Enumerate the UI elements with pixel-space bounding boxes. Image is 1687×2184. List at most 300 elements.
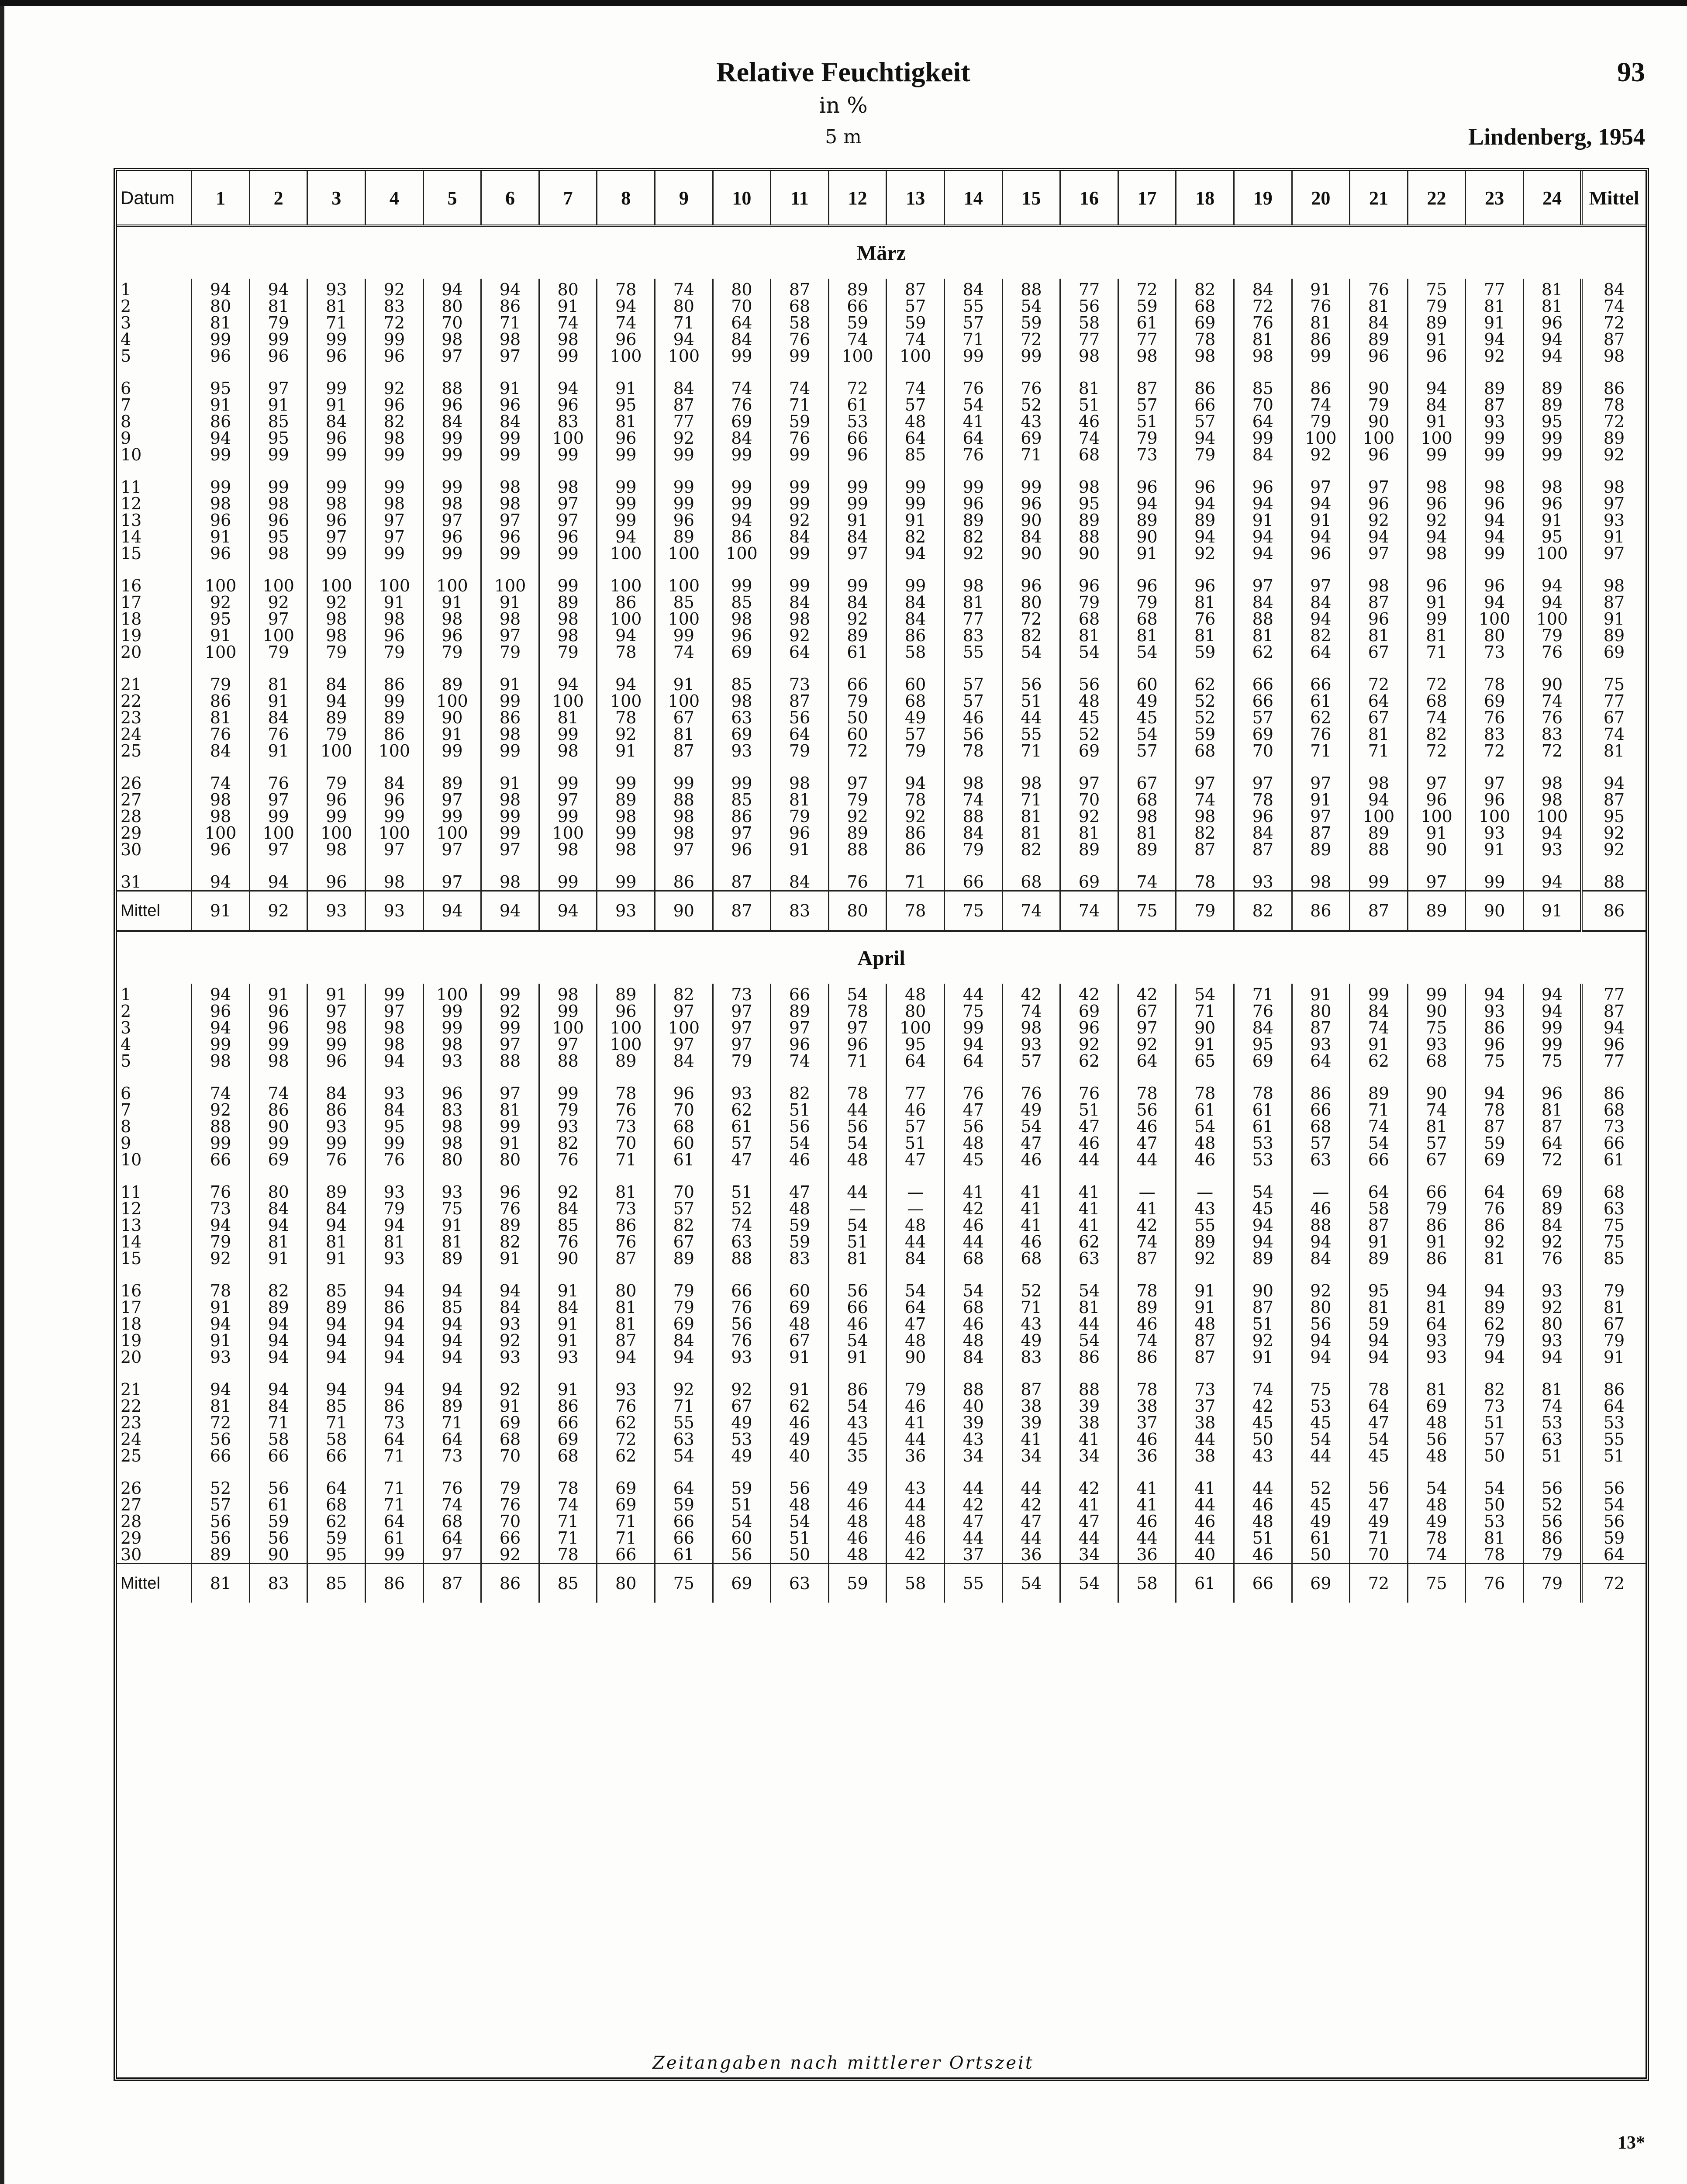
value-cell: 59 bbox=[1350, 1316, 1408, 1332]
value-cell: 76 bbox=[539, 1234, 597, 1250]
value-cell: 91 bbox=[655, 676, 713, 693]
value-cell: 72 bbox=[1408, 743, 1466, 759]
value-cell: 91 bbox=[423, 1217, 481, 1234]
spacer-cell bbox=[539, 759, 597, 775]
value-cell: 89 bbox=[307, 709, 366, 726]
value-cell: 46 bbox=[944, 1217, 1002, 1234]
value-cell: 91 bbox=[481, 1398, 539, 1414]
value-cell: 91 bbox=[1292, 984, 1350, 1003]
value-cell: 97 bbox=[249, 791, 307, 808]
spacer-cell bbox=[597, 858, 655, 874]
value-cell: 99 bbox=[1408, 984, 1466, 1003]
value-cell: 93 bbox=[366, 1085, 424, 1102]
value-cell: 99 bbox=[192, 1135, 250, 1151]
value-cell: 67 bbox=[713, 1398, 771, 1414]
value-cell: 66 bbox=[771, 984, 829, 1003]
table-row bbox=[117, 611, 1646, 627]
value-cell: 45 bbox=[1292, 1496, 1350, 1513]
value-cell: 94 bbox=[1234, 1217, 1292, 1234]
value-cell: 59 bbox=[1176, 726, 1234, 743]
value-cell: 81 bbox=[249, 1234, 307, 1250]
value-cell: 71 bbox=[1234, 984, 1292, 1003]
value-cell: 63 bbox=[1292, 1151, 1350, 1168]
value-cell: 78 bbox=[1234, 1085, 1292, 1102]
value-cell: 54 bbox=[655, 1448, 713, 1464]
value-cell: 48 bbox=[1408, 1496, 1466, 1513]
value-cell: 100 bbox=[192, 825, 250, 841]
spacer-cell bbox=[1176, 1464, 1234, 1480]
value-cell: 56 bbox=[944, 726, 1002, 743]
mean-cell: 78 bbox=[887, 891, 945, 931]
value-cell: 98 bbox=[1002, 1019, 1060, 1036]
value-cell: 94 bbox=[1523, 984, 1581, 1003]
value-cell: 94 bbox=[655, 1349, 713, 1365]
value-cell: 76 bbox=[1292, 726, 1350, 743]
value-cell: 97 bbox=[307, 529, 366, 545]
value-cell: 93 bbox=[539, 1118, 597, 1135]
value-cell: 73 bbox=[597, 1200, 655, 1217]
value-cell: 81 bbox=[597, 413, 655, 430]
value-cell: 94 bbox=[423, 1332, 481, 1349]
value-cell: 36 bbox=[1118, 1448, 1176, 1464]
value-cell: 43 bbox=[887, 1480, 945, 1496]
spacer-cell bbox=[1002, 1365, 1060, 1381]
value-cell: 80 bbox=[192, 298, 250, 314]
spacer-cell bbox=[117, 759, 192, 775]
value-cell: 92 bbox=[887, 808, 945, 825]
value-cell: 92 bbox=[771, 512, 829, 529]
spacer-cell bbox=[1292, 1267, 1350, 1282]
daily-mean-cell: 85 bbox=[1581, 1250, 1646, 1267]
value-cell: 66 bbox=[1350, 1151, 1408, 1168]
value-cell: 44 bbox=[1060, 1530, 1118, 1546]
spacer-cell bbox=[1060, 364, 1118, 380]
value-cell: 54 bbox=[1118, 726, 1176, 743]
spacer-cell bbox=[1234, 562, 1292, 577]
value-cell: 39 bbox=[1060, 1398, 1118, 1414]
value-cell: 96 bbox=[249, 512, 307, 529]
value-cell: 76 bbox=[423, 1480, 481, 1496]
spacer-cell bbox=[366, 1168, 424, 1184]
spacer-cell bbox=[481, 1267, 539, 1282]
value-cell: 57 bbox=[887, 397, 945, 413]
spacer-cell bbox=[192, 463, 250, 479]
value-cell: 92 bbox=[481, 1003, 539, 1019]
mean-cell: 94 bbox=[423, 891, 481, 931]
value-cell: 86 bbox=[539, 1398, 597, 1414]
spacer-cell bbox=[1466, 562, 1524, 577]
value-cell: 89 bbox=[1466, 1299, 1524, 1316]
value-cell: 90 bbox=[423, 709, 481, 726]
spacer-cell bbox=[481, 1464, 539, 1480]
value-cell: 79 bbox=[1523, 1546, 1581, 1564]
value-cell: 96 bbox=[307, 430, 366, 446]
value-cell: 87 bbox=[1350, 1217, 1408, 1234]
day-cell: 8 bbox=[121, 413, 131, 430]
value-cell: 88 bbox=[1060, 529, 1118, 545]
value-cell: 74 bbox=[192, 775, 250, 791]
value-cell: 55 bbox=[944, 644, 1002, 660]
table-row bbox=[117, 279, 1646, 298]
value-cell: 64 bbox=[713, 314, 771, 331]
daily-mean-cell: 72 bbox=[1581, 413, 1646, 430]
value-cell: 99 bbox=[655, 479, 713, 495]
value-cell: 93 bbox=[481, 1349, 539, 1365]
value-cell: 68 bbox=[1408, 693, 1466, 709]
value-cell: 50 bbox=[1234, 1431, 1292, 1448]
value-cell: 89 bbox=[192, 1546, 250, 1564]
value-cell: 95 bbox=[307, 1546, 366, 1564]
value-cell: 86 bbox=[887, 825, 945, 841]
value-cell: 98 bbox=[192, 1053, 250, 1069]
daily-mean-cell: 72 bbox=[1581, 314, 1646, 331]
value-cell: 99 bbox=[249, 331, 307, 348]
value-cell: 100 bbox=[1292, 430, 1350, 446]
value-cell: 89 bbox=[597, 984, 655, 1003]
table-row bbox=[117, 1299, 1646, 1316]
value-cell: 94 bbox=[366, 1349, 424, 1365]
spacer-cell bbox=[655, 1168, 713, 1184]
value-cell: 99 bbox=[1523, 1019, 1581, 1036]
value-cell: 81 bbox=[1176, 627, 1234, 644]
value-cell: 67 bbox=[1118, 1003, 1176, 1019]
spacer-cell bbox=[1350, 1267, 1408, 1282]
spacer-cell bbox=[249, 1267, 307, 1282]
table-row bbox=[117, 709, 1646, 726]
value-cell: 91 bbox=[1176, 1036, 1234, 1053]
value-cell: 45 bbox=[1350, 1448, 1408, 1464]
value-cell: 48 bbox=[1176, 1135, 1234, 1151]
spacer-cell bbox=[1581, 660, 1646, 676]
value-cell: 92 bbox=[1292, 446, 1350, 463]
value-cell: 78 bbox=[828, 1085, 887, 1102]
spacer-cell bbox=[117, 858, 192, 874]
value-cell: 57 bbox=[192, 1496, 250, 1513]
spacer-cell bbox=[944, 858, 1002, 874]
day-cell: 6 bbox=[121, 380, 131, 397]
value-cell: 81 bbox=[1523, 279, 1581, 298]
value-cell: 54 bbox=[828, 1135, 887, 1151]
value-cell: 82 bbox=[655, 1217, 713, 1234]
value-cell: 70 bbox=[423, 314, 481, 331]
value-cell: 93 bbox=[1523, 1332, 1581, 1349]
value-cell: 96 bbox=[539, 397, 597, 413]
value-cell: 60 bbox=[771, 1282, 829, 1299]
spacer-cell bbox=[481, 858, 539, 874]
value-cell: 74 bbox=[828, 331, 887, 348]
value-cell: 99 bbox=[366, 331, 424, 348]
value-cell: 99 bbox=[539, 1085, 597, 1102]
value-cell: 62 bbox=[713, 1102, 771, 1118]
spacer-cell bbox=[828, 364, 887, 380]
value-cell: 97 bbox=[713, 825, 771, 841]
value-cell: 96 bbox=[249, 348, 307, 364]
value-cell: 80 bbox=[1292, 1003, 1350, 1019]
value-cell: 84 bbox=[539, 1299, 597, 1316]
spacer-cell bbox=[944, 562, 1002, 577]
value-cell: 41 bbox=[887, 1414, 945, 1431]
value-cell: 56 bbox=[1350, 1480, 1408, 1496]
value-cell: 96 bbox=[423, 627, 481, 644]
spacer-cell bbox=[887, 1267, 945, 1282]
value-cell: 97 bbox=[366, 529, 424, 545]
value-cell: 96 bbox=[713, 841, 771, 858]
column-header-hour: 18 bbox=[1176, 171, 1234, 226]
value-cell: 100 bbox=[423, 577, 481, 594]
mean-cell: 91 bbox=[1523, 891, 1581, 931]
value-cell: 99 bbox=[771, 446, 829, 463]
group-spacer bbox=[117, 858, 1646, 874]
value-cell: 61 bbox=[366, 1530, 424, 1546]
spacer-cell bbox=[1060, 759, 1118, 775]
daily-mean-cell: 89 bbox=[1581, 430, 1646, 446]
value-cell: 49 bbox=[1350, 1513, 1408, 1530]
value-cell: 89 bbox=[828, 627, 887, 644]
value-cell: 59 bbox=[1176, 644, 1234, 660]
value-cell: 94 bbox=[249, 1217, 307, 1234]
value-cell: 79 bbox=[655, 1299, 713, 1316]
spacer-cell bbox=[1350, 463, 1408, 479]
value-cell: 99 bbox=[481, 446, 539, 463]
value-cell: 59 bbox=[307, 1530, 366, 1546]
value-cell: 96 bbox=[249, 1003, 307, 1019]
table-row bbox=[117, 495, 1646, 512]
daily-mean-cell: 54 bbox=[1581, 1496, 1646, 1513]
daily-mean-cell: 84 bbox=[1581, 279, 1646, 298]
table-row bbox=[117, 726, 1646, 743]
value-cell: 49 bbox=[828, 1480, 887, 1496]
value-cell: 90 bbox=[539, 1250, 597, 1267]
value-cell: 54 bbox=[1002, 298, 1060, 314]
value-cell: 93 bbox=[1002, 1036, 1060, 1053]
day-cell: 22 bbox=[121, 1398, 142, 1414]
spacer-cell bbox=[1408, 660, 1466, 676]
spacer-cell bbox=[423, 562, 481, 577]
value-cell: 44 bbox=[887, 1234, 945, 1250]
value-cell: 94 bbox=[307, 1217, 366, 1234]
value-cell: 71 bbox=[1002, 1299, 1060, 1316]
value-cell: 99 bbox=[828, 495, 887, 512]
value-cell: 81 bbox=[192, 709, 250, 726]
value-cell: 89 bbox=[1234, 1250, 1292, 1267]
value-cell: 45 bbox=[1234, 1200, 1292, 1217]
value-cell: 84 bbox=[307, 1200, 366, 1217]
value-cell: 79 bbox=[1118, 430, 1176, 446]
spacer-cell bbox=[1002, 1267, 1060, 1282]
spacer-cell bbox=[1234, 1168, 1292, 1184]
value-cell: 59 bbox=[828, 314, 887, 331]
mean-cell: 83 bbox=[249, 1564, 307, 1603]
value-cell: 72 bbox=[1350, 676, 1408, 693]
value-cell: 83 bbox=[423, 1102, 481, 1118]
value-cell: 74 bbox=[1408, 1102, 1466, 1118]
value-cell: — bbox=[828, 1200, 887, 1217]
day-cell: 12 bbox=[121, 1200, 142, 1217]
value-cell: 57 bbox=[1292, 1135, 1350, 1151]
spacer-cell bbox=[944, 463, 1002, 479]
spacer-cell bbox=[249, 1069, 307, 1085]
value-cell: 58 bbox=[1350, 1200, 1408, 1217]
value-cell: 66 bbox=[713, 1282, 771, 1299]
spacer-cell bbox=[1466, 858, 1524, 874]
value-cell: 98 bbox=[307, 1019, 366, 1036]
value-cell: 100 bbox=[249, 825, 307, 841]
value-cell: 64 bbox=[1350, 1398, 1408, 1414]
value-cell: 51 bbox=[1060, 397, 1118, 413]
value-cell: 86 bbox=[655, 874, 713, 891]
value-cell: 100 bbox=[539, 430, 597, 446]
spacer-cell bbox=[307, 364, 366, 380]
value-cell: 92 bbox=[1118, 1036, 1176, 1053]
value-cell: 100 bbox=[597, 693, 655, 709]
value-cell: 54 bbox=[1292, 1431, 1350, 1448]
spacer-cell bbox=[117, 1168, 192, 1184]
value-cell: 71 bbox=[944, 331, 1002, 348]
value-cell: 84 bbox=[1350, 314, 1408, 331]
day-cell: 7 bbox=[121, 1102, 131, 1118]
value-cell: 62 bbox=[597, 1414, 655, 1431]
table-row bbox=[117, 1398, 1646, 1414]
value-cell: 87 bbox=[1523, 1118, 1581, 1135]
value-cell: 96 bbox=[1176, 479, 1234, 495]
spacer-cell bbox=[944, 1168, 1002, 1184]
value-cell: 71 bbox=[1350, 1530, 1408, 1546]
value-cell: 99 bbox=[192, 446, 250, 463]
value-cell: 97 bbox=[423, 841, 481, 858]
spacer-cell bbox=[1002, 1464, 1060, 1480]
value-cell: 74 bbox=[1176, 791, 1234, 808]
value-cell: 92 bbox=[1350, 512, 1408, 529]
value-cell: 89 bbox=[655, 529, 713, 545]
value-cell: 69 bbox=[771, 1299, 829, 1316]
value-cell: 94 bbox=[249, 1349, 307, 1365]
value-cell: 61 bbox=[1292, 1530, 1350, 1546]
spacer-cell bbox=[307, 660, 366, 676]
daily-mean-cell: 67 bbox=[1581, 1316, 1646, 1332]
value-cell: 79 bbox=[828, 693, 887, 709]
value-cell: 46 bbox=[1234, 1496, 1292, 1513]
spacer-cell bbox=[423, 759, 481, 775]
value-cell: 87 bbox=[1466, 1118, 1524, 1135]
value-cell: 61 bbox=[1176, 1102, 1234, 1118]
value-cell: 76 bbox=[1466, 1200, 1524, 1217]
value-cell: 81 bbox=[1118, 627, 1176, 644]
daily-mean-cell: 79 bbox=[1581, 1282, 1646, 1299]
value-cell: 64 bbox=[1292, 644, 1350, 660]
value-cell: 99 bbox=[249, 1036, 307, 1053]
value-cell: 99 bbox=[944, 479, 1002, 495]
value-cell: 74 bbox=[1002, 1003, 1060, 1019]
spacer-cell bbox=[655, 463, 713, 479]
value-cell: 56 bbox=[713, 1546, 771, 1564]
value-cell: 99 bbox=[771, 479, 829, 495]
value-cell: 87 bbox=[655, 743, 713, 759]
value-cell: 70 bbox=[481, 1513, 539, 1530]
table-row bbox=[117, 1217, 1646, 1234]
value-cell: 96 bbox=[1408, 348, 1466, 364]
column-header-hour: 21 bbox=[1350, 171, 1408, 226]
value-cell: 97 bbox=[481, 512, 539, 529]
value-cell: 98 bbox=[1350, 775, 1408, 791]
value-cell: 68 bbox=[307, 1496, 366, 1513]
value-cell: 92 bbox=[366, 380, 424, 397]
mean-cell: 87 bbox=[1350, 891, 1408, 931]
value-cell: 93 bbox=[1466, 825, 1524, 841]
value-cell: 91 bbox=[771, 841, 829, 858]
spacer-cell bbox=[1466, 463, 1524, 479]
value-cell: 84 bbox=[944, 825, 1002, 841]
value-cell: 64 bbox=[887, 1299, 945, 1316]
value-cell: 82 bbox=[944, 529, 1002, 545]
value-cell: — bbox=[1292, 1184, 1350, 1200]
value-cell: 60 bbox=[713, 1530, 771, 1546]
value-cell: 98 bbox=[539, 331, 597, 348]
spacer-cell bbox=[307, 562, 366, 577]
spacer-cell bbox=[828, 1168, 887, 1184]
value-cell: 99 bbox=[771, 495, 829, 512]
value-cell: 86 bbox=[481, 709, 539, 726]
value-cell: 92 bbox=[481, 1381, 539, 1398]
value-cell: 87 bbox=[1002, 1381, 1060, 1398]
value-cell: 94 bbox=[192, 1217, 250, 1234]
spacer-cell bbox=[1060, 1168, 1118, 1184]
value-cell: 97 bbox=[655, 1036, 713, 1053]
spacer-cell bbox=[771, 562, 829, 577]
spacer-cell bbox=[887, 1069, 945, 1085]
spacer-cell bbox=[1350, 759, 1408, 775]
value-cell: 75 bbox=[944, 1003, 1002, 1019]
value-cell: 100 bbox=[539, 825, 597, 841]
day-cell: 3 bbox=[121, 314, 131, 331]
value-cell: 91 bbox=[423, 726, 481, 743]
value-cell: 76 bbox=[713, 1299, 771, 1316]
value-cell: 62 bbox=[1060, 1053, 1118, 1069]
value-cell: 78 bbox=[1176, 331, 1234, 348]
value-cell: 74 bbox=[1350, 1118, 1408, 1135]
value-cell: 68 bbox=[1292, 1118, 1350, 1135]
table-row bbox=[117, 1316, 1646, 1332]
value-cell: 54 bbox=[1176, 1118, 1234, 1135]
spacer-cell bbox=[1523, 364, 1581, 380]
value-cell: 46 bbox=[1234, 1546, 1292, 1564]
value-cell: 81 bbox=[597, 1299, 655, 1316]
value-cell: 100 bbox=[1408, 808, 1466, 825]
value-cell: 59 bbox=[771, 1234, 829, 1250]
value-cell: 94 bbox=[366, 1332, 424, 1349]
value-cell: 93 bbox=[713, 743, 771, 759]
spacer-cell bbox=[1060, 1365, 1118, 1381]
value-cell: 74 bbox=[1234, 1381, 1292, 1398]
value-cell: 98 bbox=[1523, 791, 1581, 808]
spacer-cell bbox=[192, 1267, 250, 1282]
value-cell: 96 bbox=[1408, 791, 1466, 808]
value-cell: 78 bbox=[1466, 676, 1524, 693]
day-cell: 24 bbox=[121, 726, 142, 743]
value-cell: 77 bbox=[1060, 279, 1118, 298]
spacer-cell bbox=[192, 660, 250, 676]
value-cell: 47 bbox=[887, 1316, 945, 1332]
value-cell: 41 bbox=[1118, 1480, 1176, 1496]
value-cell: 86 bbox=[713, 529, 771, 545]
table-row bbox=[117, 1546, 1646, 1564]
value-cell: 61 bbox=[1234, 1102, 1292, 1118]
mean-cell: 74 bbox=[1060, 891, 1118, 931]
value-cell: 46 bbox=[944, 709, 1002, 726]
value-cell: 94 bbox=[1176, 430, 1234, 446]
value-cell: 100 bbox=[655, 1019, 713, 1036]
value-cell: 69 bbox=[1002, 430, 1060, 446]
value-cell: 94 bbox=[1466, 1282, 1524, 1299]
